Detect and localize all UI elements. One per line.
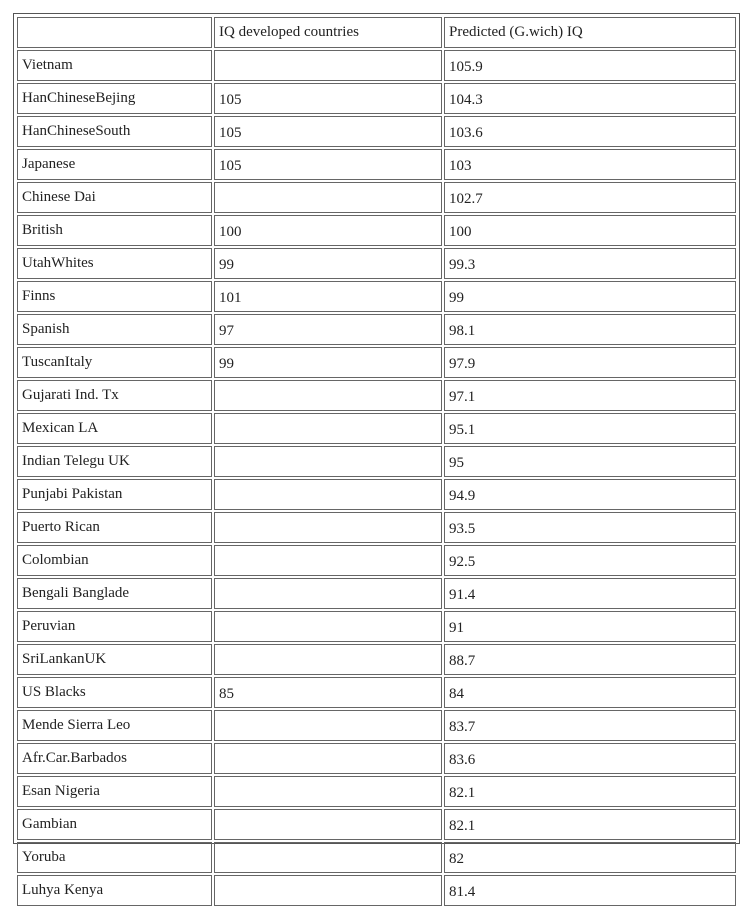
predicted-iq-cell: 98.1 — [444, 314, 736, 345]
iq-table-container — [13, 13, 740, 900]
table-row — [17, 248, 736, 279]
population-cell: HanChineseBejing — [17, 83, 212, 114]
predicted-iq-cell: 88.7 — [444, 644, 736, 675]
iq-developed-cell — [214, 776, 442, 807]
iq-developed-cell — [214, 545, 442, 576]
population-cell: Mexican LA — [17, 413, 212, 444]
table-row — [17, 446, 736, 477]
predicted-iq-cell: 103.6 — [444, 116, 736, 147]
population-cell: Chinese Dai — [17, 182, 212, 213]
iq-developed-cell — [214, 578, 442, 609]
iq-developed-cell — [214, 875, 442, 906]
table-row — [17, 512, 736, 543]
iq-developed-cell — [214, 446, 442, 477]
predicted-iq-cell: 95.1 — [444, 413, 736, 444]
iq-developed-cell — [214, 743, 442, 774]
predicted-iq-cell: 83.6 — [444, 743, 736, 774]
predicted-iq-cell: 99 — [444, 281, 736, 312]
table-row — [17, 545, 736, 576]
predicted-iq-cell: 82.1 — [444, 809, 736, 840]
iq-developed-cell: 105 — [214, 116, 442, 147]
predicted-iq-cell: 84 — [444, 677, 736, 708]
iq-developed-cell — [214, 611, 442, 642]
population-cell: Japanese — [17, 149, 212, 180]
iq-developed-cell: 100 — [214, 215, 442, 246]
predicted-iq-cell: 91.4 — [444, 578, 736, 609]
iq-developed-cell: 105 — [214, 83, 442, 114]
population-cell: Mende Sierra Leo — [17, 710, 212, 741]
population-cell: Gujarati Ind. Tx — [17, 380, 212, 411]
population-cell: Afr.Car.Barbados — [17, 743, 212, 774]
population-cell: HanChineseSouth — [17, 116, 212, 147]
population-cell: British — [17, 215, 212, 246]
iq-developed-cell — [214, 380, 442, 411]
iq-developed-cell — [214, 479, 442, 510]
predicted-iq-cell: 102.7 — [444, 182, 736, 213]
population-cell: Peruvian — [17, 611, 212, 642]
population-cell: Colombian — [17, 545, 212, 576]
predicted-iq-cell: 100 — [444, 215, 736, 246]
iq-developed-cell: 97 — [214, 314, 442, 345]
predicted-iq-cell: 95 — [444, 446, 736, 477]
table-header-row — [17, 17, 736, 48]
iq-developed-cell: 99 — [214, 248, 442, 279]
population-cell: Luhya Kenya — [17, 875, 212, 906]
population-cell: Gambian — [17, 809, 212, 840]
predicted-iq-cell: 81.4 — [444, 875, 736, 906]
predicted-iq-cell: 83.7 — [444, 710, 736, 741]
table-row — [17, 50, 736, 81]
table-body — [17, 50, 736, 906]
iq-developed-cell: 101 — [214, 281, 442, 312]
iq-developed-cell — [214, 182, 442, 213]
population-cell: Spanish — [17, 314, 212, 345]
header-population — [17, 17, 212, 48]
population-cell: Vietnam — [17, 50, 212, 81]
table-row — [17, 380, 736, 411]
predicted-iq-cell: 104.3 — [444, 83, 736, 114]
predicted-iq-cell: 82 — [444, 842, 736, 873]
predicted-iq-cell: 99.3 — [444, 248, 736, 279]
population-cell: Indian Telegu UK — [17, 446, 212, 477]
table-row — [17, 809, 736, 840]
table-row — [17, 743, 736, 774]
table-row — [17, 347, 736, 378]
table-row — [17, 182, 736, 213]
table-row — [17, 116, 736, 147]
table-row — [17, 215, 736, 246]
predicted-iq-cell: 93.5 — [444, 512, 736, 543]
table-row — [17, 281, 736, 312]
population-cell: UtahWhites — [17, 248, 212, 279]
iq-developed-cell — [214, 644, 442, 675]
population-cell: Finns — [17, 281, 212, 312]
table-row — [17, 677, 736, 708]
predicted-iq-cell: 97.9 — [444, 347, 736, 378]
population-cell: US Blacks — [17, 677, 212, 708]
iq-developed-cell — [214, 512, 442, 543]
table-row — [17, 776, 736, 807]
table-row — [17, 413, 736, 444]
population-cell: Bengali Banglade — [17, 578, 212, 609]
population-cell: SriLankanUK — [17, 644, 212, 675]
header-predicted-iq: Predicted (G.wich) IQ — [444, 17, 736, 48]
predicted-iq-cell: 91 — [444, 611, 736, 642]
predicted-iq-cell: 92.5 — [444, 545, 736, 576]
iq-developed-cell — [214, 50, 442, 81]
population-cell: Puerto Rican — [17, 512, 212, 543]
table-row — [17, 479, 736, 510]
predicted-iq-cell: 94.9 — [444, 479, 736, 510]
predicted-iq-cell: 103 — [444, 149, 736, 180]
iq-developed-cell: 99 — [214, 347, 442, 378]
predicted-iq-cell: 82.1 — [444, 776, 736, 807]
table-row — [17, 578, 736, 609]
iq-developed-cell — [214, 710, 442, 741]
predicted-iq-cell: 97.1 — [444, 380, 736, 411]
table-row — [17, 875, 736, 906]
header-iq-developed: IQ developed countries — [214, 17, 442, 48]
population-cell: Esan Nigeria — [17, 776, 212, 807]
predicted-iq-cell: 105.9 — [444, 50, 736, 81]
population-cell: Punjabi Pakistan — [17, 479, 212, 510]
table-row — [17, 611, 736, 642]
table-row — [17, 644, 736, 675]
iq-developed-cell: 105 — [214, 149, 442, 180]
iq-developed-cell — [214, 413, 442, 444]
population-cell: TuscanItaly — [17, 347, 212, 378]
iq-developed-cell: 85 — [214, 677, 442, 708]
table-row — [17, 314, 736, 345]
iq-table — [15, 15, 738, 908]
iq-developed-cell — [214, 809, 442, 840]
table-row — [17, 149, 736, 180]
population-cell: Yoruba — [17, 842, 212, 873]
table-row — [17, 710, 736, 741]
table-row — [17, 83, 736, 114]
